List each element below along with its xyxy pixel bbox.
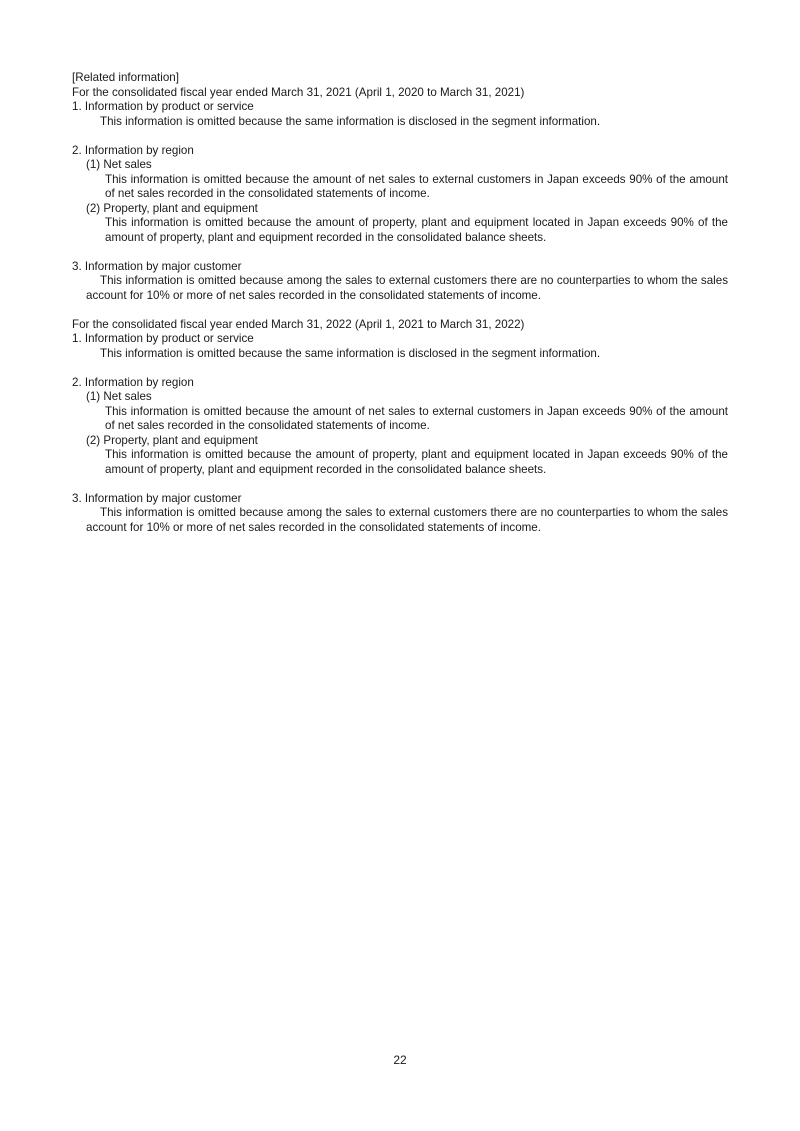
- major-customer-text: This information is omitted because among the sales to external customers there are no counterparties to whom the sales account for 10% or more of net sales recorded in the consolidated statements of income.: [86, 506, 728, 534]
- ppe-text: This information is omitted because the amount of property, plant and equipment located in Japan exceeds 90% of the amount of property, plant and equipment recorded in the consolidated balance sheets.: [105, 216, 728, 244]
- net-sales-text: This information is omitted because the amount of net sales to external customers in Japan exceeds 90% of the amount of net sales recorded in the consolidated statements of income.: [105, 404, 728, 432]
- major-customer-title: 3. Information by major customer: [72, 491, 242, 505]
- page-number: 22: [393, 1053, 407, 1067]
- spacer: [72, 361, 728, 376]
- region-title: 2. Information by region: [72, 143, 194, 157]
- region-title: 2. Information by region: [72, 375, 194, 389]
- section-title: [Related information]: [72, 71, 179, 84]
- major-customer-title: 3. Information by major customer: [72, 259, 242, 273]
- period-heading: For the consolidated fiscal year ended March 31, 2021 (April 1, 2020 to March 31, 2021): [72, 85, 525, 99]
- ppe-title: (2) Property, plant and equipment: [86, 201, 258, 215]
- period-heading: For the consolidated fiscal year ended March 31, 2022 (April 1, 2021 to March 31, 2022): [72, 317, 525, 331]
- spacer: [72, 245, 728, 260]
- spacer: [72, 303, 728, 318]
- spacer: [72, 477, 728, 492]
- net-sales-title: (1) Net sales: [86, 158, 152, 171]
- major-customer-text: This information is omitted because among the sales to external customers there are no counterparties to whom the sales account for 10% or more of net sales recorded in the consolidated statements of income.: [86, 274, 728, 302]
- ppe-title: (2) Property, plant and equipment: [86, 433, 258, 447]
- document-body: [72, 71, 728, 535]
- net-sales-text: This information is omitted because the amount of net sales to external customers in Japan exceeds 90% of the amount of net sales recorded in the consolidated statements of income.: [105, 172, 728, 200]
- ppe-text: This information is omitted because the amount of property, plant and equipment located in Japan exceeds 90% of the amount of property, plant and equipment recorded in the consolidated balance sheets.: [105, 448, 728, 476]
- period-block-2021: [72, 86, 728, 304]
- product-service-title: 1. Information by product or service: [72, 100, 254, 113]
- net-sales-title: (1) Net sales: [86, 390, 152, 403]
- product-service-text: This information is omitted because the same information is disclosed in the segment information.: [100, 346, 601, 360]
- product-service-title: 1. Information by product or service: [72, 332, 254, 345]
- product-service-text: This information is omitted because the same information is disclosed in the segment information.: [100, 114, 601, 128]
- spacer: [72, 129, 728, 144]
- period-block-2022: [72, 318, 728, 536]
